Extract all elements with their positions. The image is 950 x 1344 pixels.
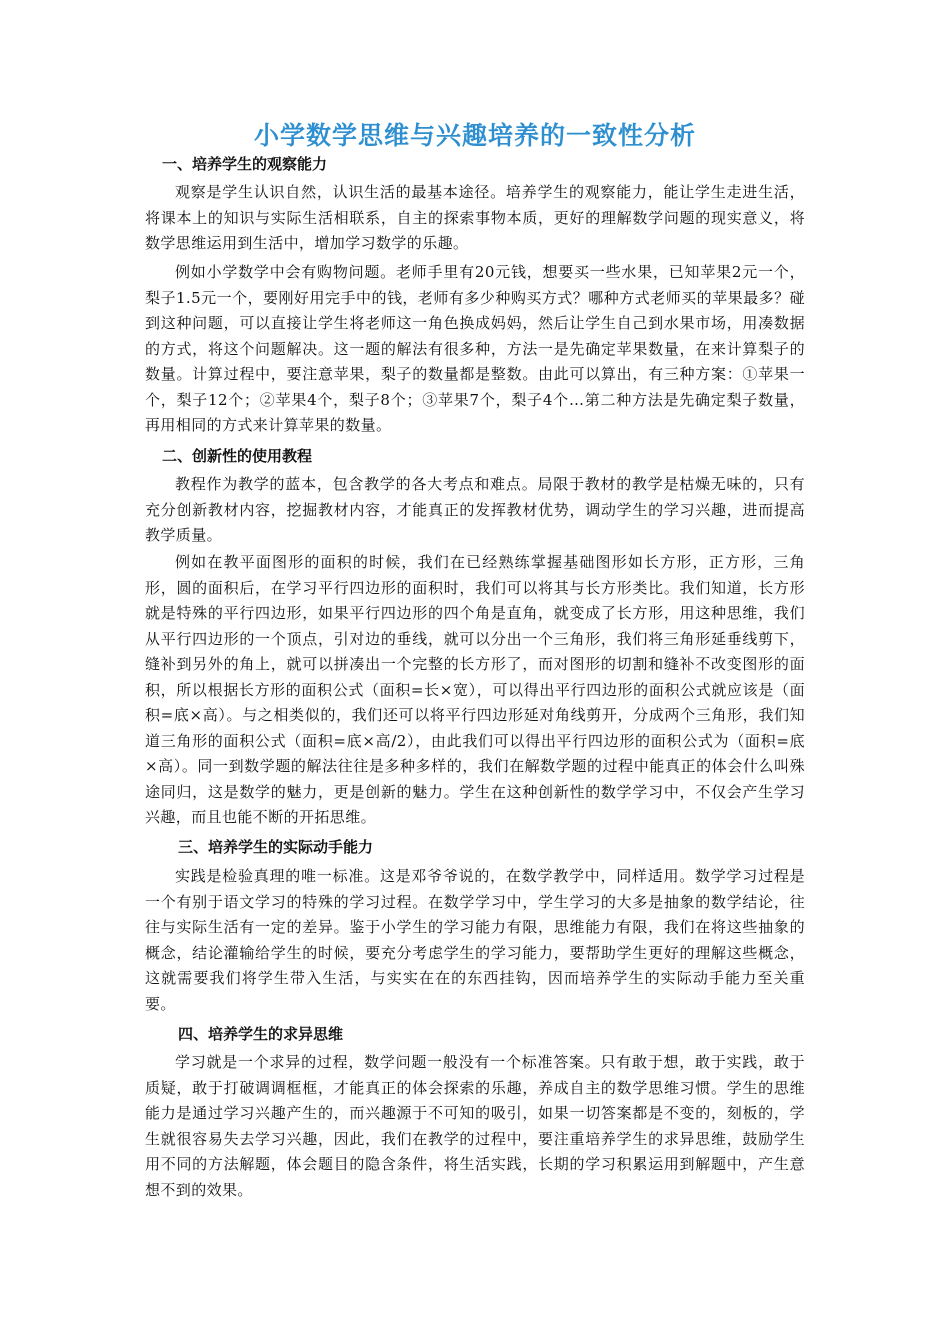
section-3-paragraph-1: 实践是检验真理的唯一标准。这是邓爷爷说的，在数学教学中，同样适用。数学学习过程是一个有别于语文学习的特殊的学习过程。在数学学习中，学生学习的大多是抽象的数学结论，往往与实际生活有一定的差异。鉴于小学生的学习能力有限，思维能力有限，我们在将这些抽象的概念，结论灌输给学生的时候，要充分考虑学生的学习能力，要帮助学生更好的理解这些概念，这就需要我们将学生带入生活，与实实在在的东西挂钩，因而培养学生的实际动手能力至关重要。: [145, 867, 805, 1013]
section-4-heading: 四、培养学生的求异思维: [178, 1025, 344, 1043]
section-1-paragraph-2: 例如小学数学中会有购物问题。老师手里有20元钱，想要买一些水果，已知苹果2元一个，梨子1.5元一个，要刚好用完手中的钱，老师有多少种购买方式？哪种方式老师买的苹果最多？碰到这种问题，可以直接让学生将老师这一角色换成妈妈，然后让学生自己到水果市场，用凑数据的方式，将这个问题解决。这一题的解法有很多种，方法一是先确定苹果数量，在来计算梨子的数量。计算过程中，要注意苹果，梨子的数量都是整数。由此可以算出，有三种方案：①苹果一个，梨子12个；②苹果4个，梨子8个；③苹果7个，梨子4个…第二种方法是先确定梨子数量，再用相同的方式来计算苹果的数量。: [145, 263, 805, 434]
section-2-paragraph-1: 教程作为教学的蓝本，包含教学的各大考点和难点。局限于教材的教学是枯燥无味的，只有充分创新教材内容，挖掘教材内容，才能真正的发挥教材优势，调动学生的学习兴趣，进而提高教学质量。: [145, 475, 805, 544]
section-1-heading: 一、培养学生的观察能力: [162, 155, 328, 173]
section-2-heading: 二、创新性的使用教程: [162, 447, 313, 465]
document-title: 小学数学思维与兴趣培养的一致性分析: [253, 121, 696, 150]
section-4-paragraph-1: 学习就是一个求异的过程，数学问题一般没有一个标准答案。只有敢于想，敢于实践，敢于质疑，敢于打破调调框框，才能真正的体会探索的乐趣，养成自主的数学思维习惯。学生的思维能力是通过学习兴趣产生的，而兴趣源于不可知的吸引，如果一切答案都是不变的，刻板的，学生就很容易失去学习兴趣，因此，我们在教学的过程中，要注重培养学生的求异思维，鼓励学生用不同的方法解题，体会题目的隐含条件，将生活实践，长期的学习积累运用到解题中，产生意想不到的效果。: [145, 1053, 805, 1199]
section-1-paragraph-1: 观察是学生认识自然，认识生活的最基本途径。培养学生的观察能力，能让学生走进生活，将课本上的知识与实际生活相联系，自主的探索事物本质，更好的理解数学问题的现实意义，将数学思维运用到生活中，增加学习数学的乐趣。: [145, 183, 805, 252]
section-2-paragraph-2: 例如在教平面图形的面积的时候，我们在已经熟练掌握基础图形如长方形，正方形，三角形，圆的面积后，在学习平行四边形的面积时，我们可以将其与长方形类比。我们知道，长方形就是特殊的平行四边形，如果平行四边形的四个角是直角，就变成了长方形，用这种思维，我们从平行四边形的一个顶点，引对边的垂线，就可以分出一个三角形，我们将三角形延垂线剪下，缝补到另外的角上，就可以拼凑出一个完整的长方形了，而对图形的切割和缝补不改变图形的面积，所以根据长方形的面积公式（面积=长×宽），可以得出平行四边形的面积公式就应该是（面积=底×高）。与之相类似的，我们还可以将平行四边形延对角线剪开，分成两个三角形，我们知道三角形的面积公式（面积=底×高/2），由此我们可以得出平行四边形的面积公式为（面积=底×高）。同一到数学题的解法往往是多种多样的，我们在解数学题的过程中能真正的体会什么叫殊途同归，这是数学的魅力，更是创新的魅力。学生在这种创新性的数学学习中，不仅会产生学习兴趣，而且也能不断的开拓思维。: [145, 553, 805, 826]
section-3-heading: 三、培养学生的实际动手能力: [178, 838, 374, 856]
